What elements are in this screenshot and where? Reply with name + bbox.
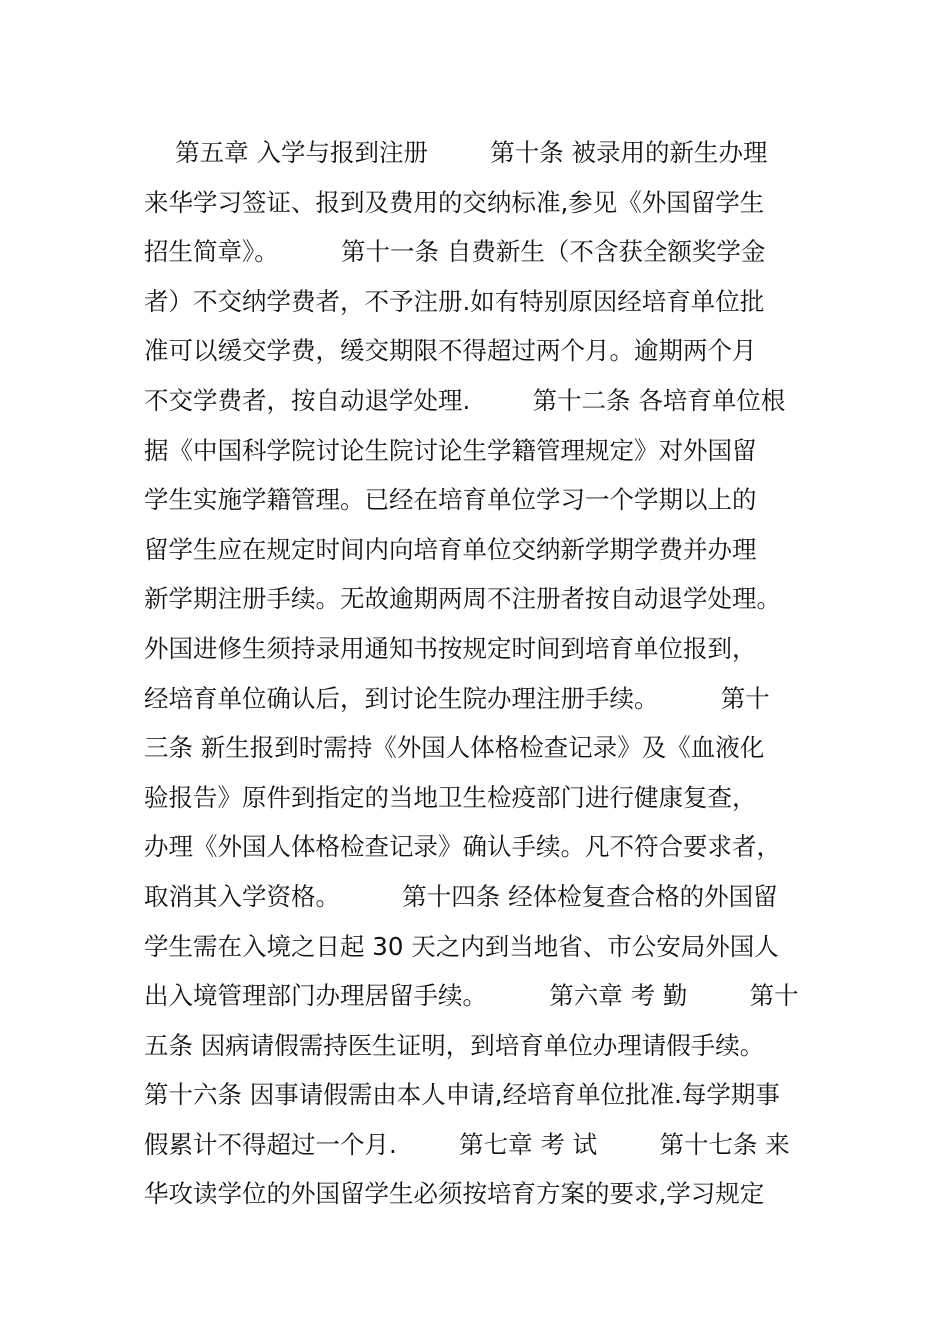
text-line: 五条 因病请假需持医生证明，到培育单位办理请假手续。: [144, 1030, 765, 1060]
text-line: 三条 新生报到时需持《外国人体格检查记录》及《血液化: [144, 733, 765, 763]
text-line: 者）不交纳学费者，不予注册.如有特别原因经培育单位批: [144, 286, 765, 316]
text-line: 学生实施学籍管理。已经在培育单位学习一个学期以上的: [144, 485, 757, 515]
text-line: 取消其入学资格。 第十四条 经体检复查合格的外国留: [144, 881, 778, 911]
text-line: 不交学费者，按自动退学处理. 第十二条 各培育单位根: [144, 385, 786, 415]
text-line: 假累计不得超过一个月. 第七章 考 试 第十七条 来: [144, 1129, 790, 1159]
text-line: 准可以缓交学费，缓交期限不得超过两个月。逾期两个月: [144, 336, 757, 366]
text-line: 新学期注册手续。无故逾期两周不注册者按自动退学处理。: [144, 584, 781, 614]
text-line: 办理《外国人体格检查记录》确认手续。凡不符合要求者，: [144, 832, 781, 862]
text-line: 第十六条 因事请假需由本人申请,经培育单位批准.每学期事: [144, 1080, 780, 1110]
text-line: 学生需在入境之日起 30 天之内到当地省、市公安局外国人: [144, 931, 779, 961]
text-line: 第五章 入学与报到注册 第十条 被录用的新生办理: [144, 138, 768, 167]
text-line: 来华学习签证、报到及费用的交纳标准,参见《外国留学生: [144, 187, 765, 217]
text-line: 华攻读学位的外国留学生必须按培育方案的要求,学习规定: [144, 1179, 765, 1209]
text-line: 验报告》原件到指定的当地卫生检疫部门进行健康复查，: [144, 782, 757, 812]
body-text: [144, 128, 824, 1219]
text-line: 招生简章》。 第十一条 自费新生（不含获全额奖学金: [144, 237, 766, 267]
text-line: 出入境管理部门办理居留手续。 第六章 考 勤 第十: [144, 981, 799, 1011]
text-line: 外国进修生须持录用通知书按规定时间到培育单位报到，: [144, 633, 757, 663]
text-line: 经培育单位确认后，到讨论生院办理注册手续。 第十: [144, 683, 770, 713]
text-line: 据《中国科学院讨论生院讨论生学籍管理规定》对外国留: [144, 435, 757, 465]
text-line: 留学生应在规定时间内向培育单位交纳新学期学费并办理: [144, 534, 757, 564]
